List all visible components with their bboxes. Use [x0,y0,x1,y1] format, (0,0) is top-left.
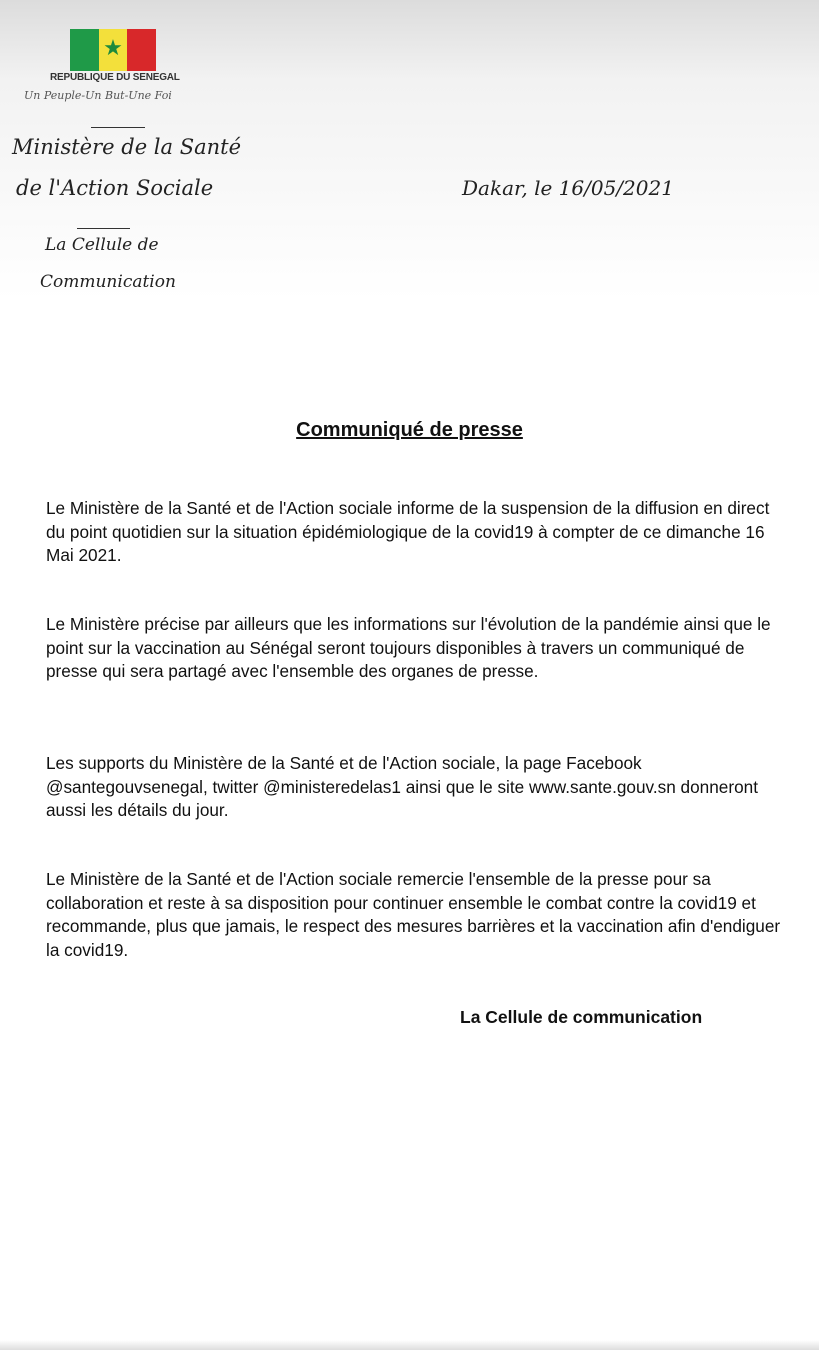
ministry-line-2: de l'Action Sociale [16,176,214,200]
divider [91,127,145,128]
country-name: REPUBLIQUE DU SENEGAL [50,72,180,83]
date: Dakar, le 16/05/2021 [462,176,674,200]
signature: La Cellule de communication [460,1007,703,1027]
paragraph: Le Ministère de la Santé et de l'Action sociale informe de la suspension de la diffusion en direct du point quotidien sur la situation épidémiologique de la covid19 à compter de ce dimanche 16 Mai 2021. [46,498,770,565]
ministry-line-1: Ministère de la Santé [12,135,242,159]
star-icon: ★ [103,35,123,60]
paragraph: Les supports du Ministère de la Santé et de l'Action sociale, la page Facebook @santegouvsenegal, twitter @ministeredelas1 ainsi que le site www.sante.gouv.sn donneront aussi les détails du jour. [46,753,758,820]
cell-line-2: Communication [40,272,176,292]
cell-line-1: La Cellule de [45,235,159,255]
motto: Un Peuple-Un But-Une Foi [24,89,172,102]
divider [77,228,130,229]
document-title: Communiqué de presse [296,419,523,441]
paragraph: Le Ministère précise par ailleurs que les informations sur l'évolution de la pandémie ainsi que le point sur la vaccination au Sénégal seront toujours disponibles à travers un communiqué de presse qui sera partagé avec l'ensemble des organes de presse. [46,614,771,681]
paragraph: Le Ministère de la Santé et de l'Action sociale remercie l'ensemble de la presse pour sa collaboration et reste à sa disposition pour continuer ensemble le combat contre la covid19 et recommande, plus que jamais, le respect des mesures barrières et la vaccination afin d'endiguer la covid19. [46,869,781,960]
senegal-flag [70,29,156,71]
